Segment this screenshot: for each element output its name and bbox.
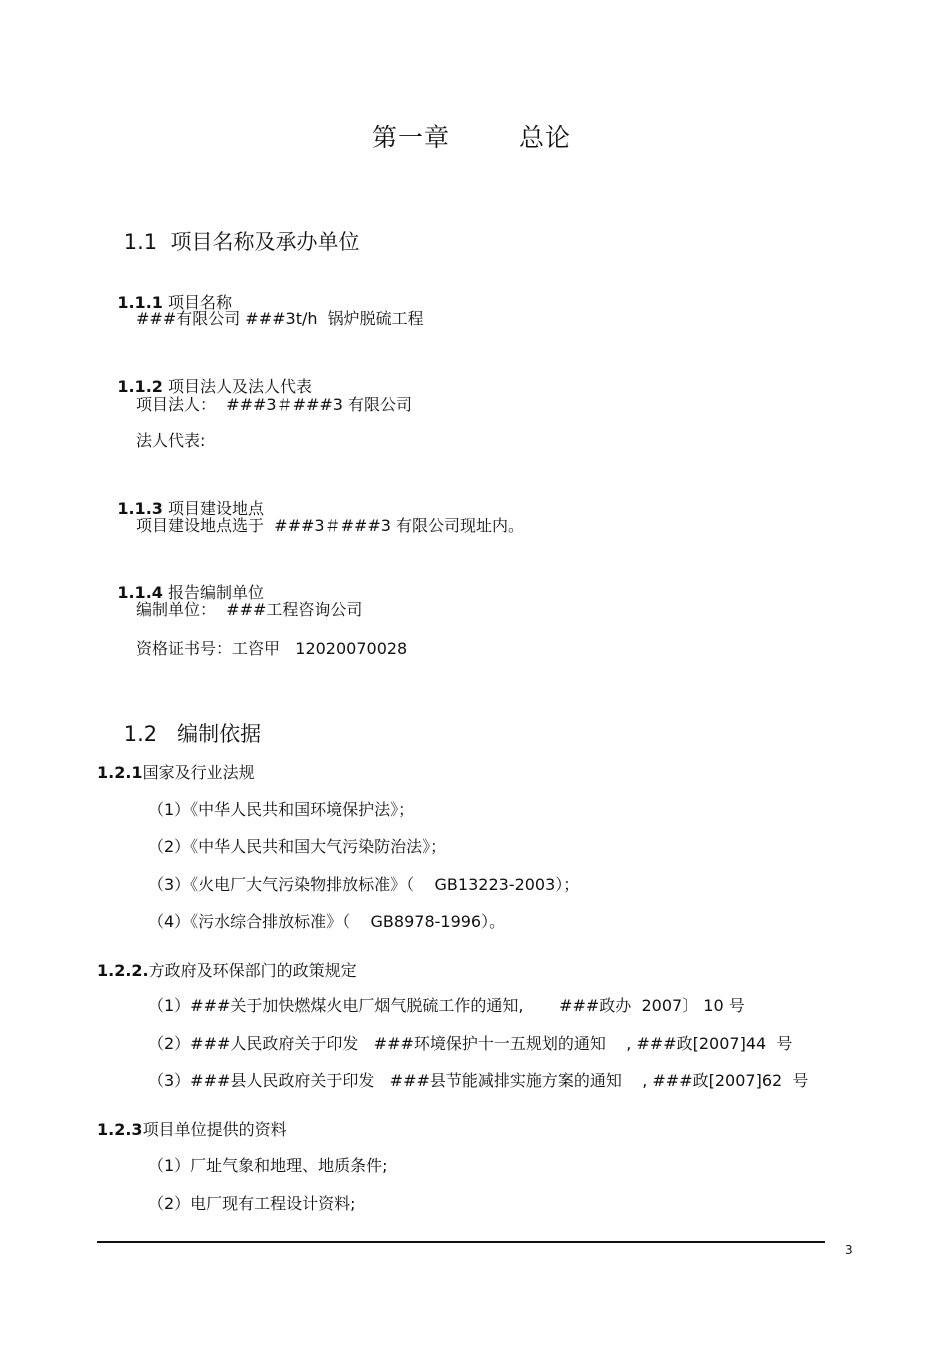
list-item: （2）《中华人民共和国大气污染防治法》； — [148, 837, 447, 856]
qualification-certificate-line: 资格证书号：工咨甲 12020070028 — [136, 639, 408, 658]
section-number: 1.1 — [123, 230, 158, 254]
project-location-line: 项目建设地点选于 ###3＃###3 有限公司现址内。 — [136, 516, 525, 535]
section-1-2-2-heading — [97, 958, 357, 981]
section-title: 项目法人及法人代表 — [168, 377, 313, 396]
section-title: 项目名称及承办单位 — [170, 230, 360, 254]
section-title: 项目建设地点 — [168, 499, 265, 518]
section-number: 1.2.1 — [97, 763, 143, 782]
chapter-number: 第一章 — [372, 123, 451, 152]
list-item: （3）###县人民政府关于印发 ###县节能减排实施方案的通知 , ###政[2007]62 号 — [148, 1071, 809, 1090]
section-1-2-3-heading — [97, 1117, 287, 1140]
footer-rule — [97, 1241, 825, 1243]
section-title: 编制依据 — [177, 722, 262, 746]
list-item: （1）###关于加快燃煤火电厂烟气脱硫工作的通知, ###政办 2007〕 10 号 — [148, 996, 745, 1015]
chapter-title: 总论 — [519, 123, 572, 152]
section-title: 报告编制单位 — [168, 583, 265, 602]
section-title: 方政府及环保部门的政策规定 — [148, 961, 357, 980]
section-number: 1.1.4 — [117, 583, 163, 602]
section-title: 国家及行业法规 — [142, 763, 255, 782]
list-item: （3）《火电厂大气污染物排放标准》（ GB13223-2003）； — [148, 875, 580, 894]
section-number: 1.1.3 — [117, 499, 163, 518]
section-title: 项目名称 — [168, 293, 233, 312]
section-1-1-heading — [97, 202, 359, 280]
list-item: （1）厂址气象和地理、地质条件; — [148, 1156, 388, 1175]
section-1-2-1-heading — [97, 760, 255, 783]
section-number: 1.1.1 — [117, 293, 163, 312]
section-number: 1.1.2 — [117, 377, 163, 396]
section-number: 1.2.3 — [97, 1120, 143, 1139]
project-name-line: ###有限公司 ###3t/h 锅炉脱硫工程 — [136, 309, 424, 328]
compiling-unit-line: 编制单位： ###工程咨询公司 — [136, 600, 363, 619]
section-number: 1.2 — [123, 722, 158, 746]
section-title: 项目单位提供的资料 — [142, 1120, 287, 1139]
list-item: （2）###人民政府关于印发 ###环境保护十一五规划的通知 , ###政[2007]44 号 — [148, 1034, 793, 1053]
legal-representative-line: 法人代表: — [136, 431, 206, 450]
legal-entity-line: 项目法人： ###3＃###3 有限公司 — [136, 395, 413, 414]
list-item: （4）《污水综合排放标准》（ GB8978-1996）。 — [148, 912, 506, 931]
list-item: （1）《中华人民共和国环境保护法》； — [148, 800, 415, 819]
list-item: （2）电厂现有工程设计资料; — [148, 1194, 356, 1213]
page-number: 3 — [845, 1243, 853, 1257]
section-number: 1.2.2. — [97, 961, 149, 980]
